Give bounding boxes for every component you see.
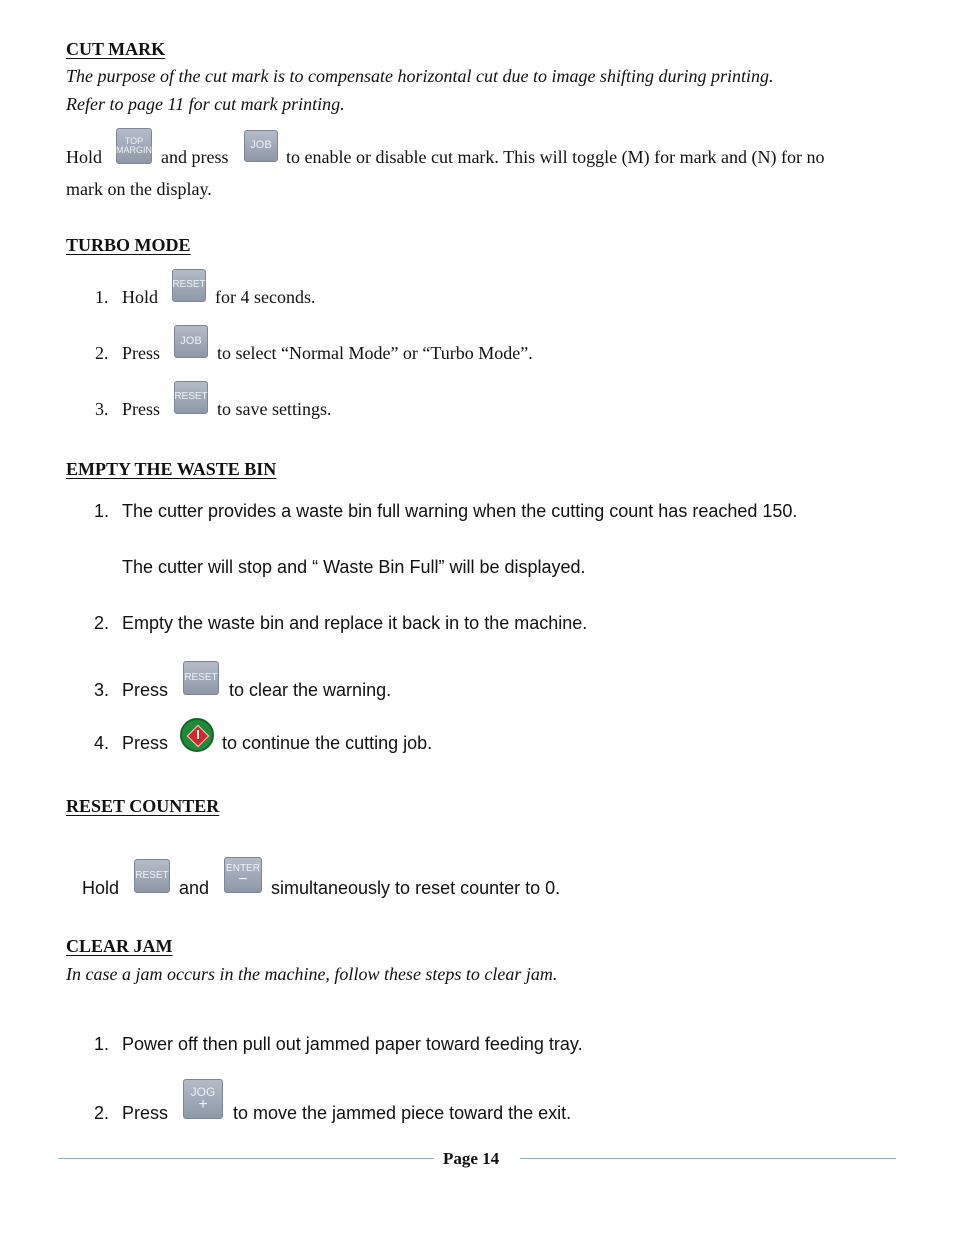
job-key-icon: [174, 325, 208, 358]
clear-jam-intro: In case a jam occurs in the machine, follow these steps to clear jam.: [66, 964, 558, 984]
enter-key-label: ENTER: [226, 862, 260, 874]
footer-rule-right: [520, 1158, 896, 1159]
clear-jam-step2-verb: Press: [122, 1103, 169, 1123]
reset-key-icon: [183, 661, 219, 695]
waste-step3-text: to clear the warning.: [229, 680, 392, 700]
turbo-step2-num: 2.: [95, 343, 109, 363]
clear-jam-step1-text: Power off then pull out jammed paper toward feeding tray.: [122, 1034, 583, 1054]
waste-step4-verb: Press: [122, 733, 169, 753]
start-button-icon: [180, 718, 214, 752]
cut-mark-rest-line2: mark on the display.: [66, 179, 212, 199]
waste-step2-num: 2.: [94, 613, 110, 633]
waste-step1-line2: The cutter will stop and “ Waste Bin Full” will be displayed.: [122, 557, 586, 577]
enter-minus-key-icon: [224, 857, 262, 893]
cut-mark-intro-line2: Refer to page 11 for cut mark printing.: [66, 94, 345, 114]
clear-jam-step1-num: 1.: [94, 1034, 110, 1054]
turbo-step1-verb: Hold: [122, 287, 158, 307]
reset-key-icon: [134, 859, 170, 893]
waste-step2-text: Empty the waste bin and replace it back in to the machine.: [122, 613, 588, 633]
cut-mark-rest-line1: to enable or disable cut mark. This will toggle (M) for mark and (N) for no: [286, 147, 825, 167]
waste-step1-line1: The cutter provides a waste bin full warning when the cutting count has reached 150.: [122, 501, 798, 521]
reset-counter-text: simultaneously to reset counter to 0.: [271, 878, 561, 898]
turbo-step2-verb: Press: [122, 343, 161, 363]
reset-key-label: RESET: [172, 279, 206, 291]
reset-counter-heading: RESET COUNTER: [66, 796, 220, 816]
cut-mark-and-press-text: and press: [161, 147, 229, 167]
plus-symbol: +: [198, 1096, 208, 1114]
waste-step1-num: 1.: [94, 501, 110, 521]
turbo-step3-num: 3.: [95, 399, 109, 419]
job-key-label: JOB: [180, 334, 202, 347]
job-key-label: JOB: [250, 139, 272, 152]
reset-key-label: RESET: [184, 671, 218, 683]
waste-step3-num: 3.: [94, 680, 110, 700]
turbo-step1-num: 1.: [95, 287, 109, 307]
page-number: Page 14: [443, 1149, 500, 1168]
waste-step3-verb: Press: [122, 680, 169, 700]
top-margin-key-line2: MARGIN: [116, 145, 152, 155]
footer-rule-left: [58, 1158, 434, 1159]
reset-key-icon: [174, 381, 208, 414]
waste-step4-num: 4.: [94, 733, 110, 753]
top-margin-key-icon: [116, 128, 152, 164]
jog-key-label: JOG: [190, 1084, 216, 1099]
minus-symbol: −: [238, 871, 248, 889]
top-margin-key-line1: TOP: [124, 135, 144, 146]
waste-step4-text: to continue the cutting job.: [222, 733, 433, 753]
turbo-mode-heading: TURBO MODE: [66, 235, 191, 255]
cut-mark-hold-text: Hold: [66, 147, 102, 167]
turbo-step1-text: for 4 seconds.: [215, 287, 316, 307]
jog-plus-key-icon: [183, 1079, 223, 1119]
clear-jam-step2-num: 2.: [94, 1103, 110, 1123]
reset-key-label: RESET: [174, 391, 208, 403]
reset-key-label: RESET: [135, 869, 169, 881]
cut-mark-heading: CUT MARK: [66, 39, 166, 59]
turbo-step2-text: to select “Normal Mode” or “Turbo Mode”.: [217, 343, 533, 363]
reset-counter-and-text: and: [179, 878, 210, 898]
reset-key-icon: [172, 269, 206, 302]
waste-bin-heading: EMPTY THE WASTE BIN: [66, 459, 277, 479]
reset-counter-hold-text: Hold: [82, 878, 120, 898]
clear-jam-step2-text: to move the jammed piece toward the exit.: [233, 1103, 572, 1123]
job-key-icon: [244, 130, 278, 162]
turbo-step3-text: to save settings.: [217, 399, 332, 419]
turbo-step3-verb: Press: [122, 399, 161, 419]
cut-mark-intro-line1: The purpose of the cut mark is to compensate horizontal cut due to image shifting during printing.: [66, 66, 774, 86]
clear-jam-heading: CLEAR JAM: [66, 936, 173, 956]
